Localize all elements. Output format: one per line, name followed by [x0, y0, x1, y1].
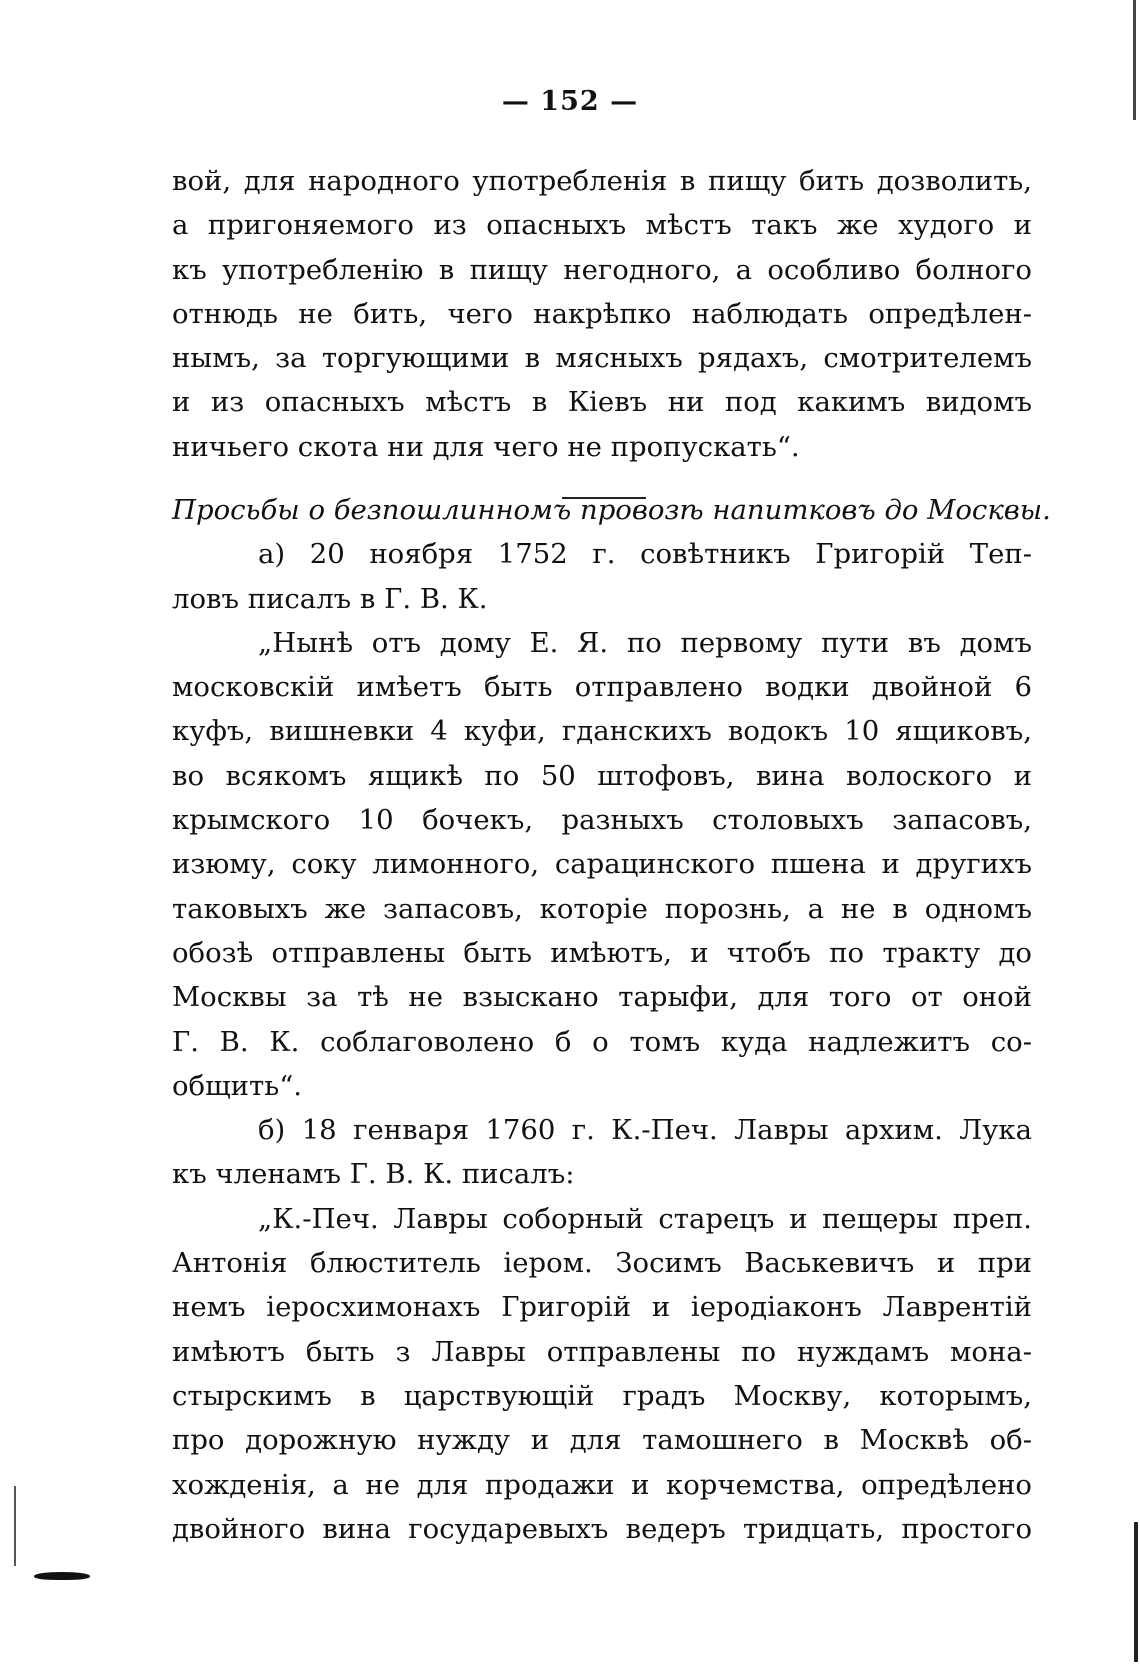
text-line: куфъ, вишневки 4 куфи, гданскихъ водокъ 10 ящиковъ,: [172, 715, 1032, 748]
text-line: стырскимъ в царствующій градъ Москву, которымъ,: [172, 1379, 1032, 1412]
text-line: къ членамъ Г. В. К. писалъ:: [172, 1158, 575, 1191]
page-number: — 152 —: [501, 86, 639, 117]
scan-edge-mark: [1134, 1522, 1138, 1662]
text-line: „Нынѣ отъ дому Е. Я. по первому пути въ домъ: [258, 626, 1032, 659]
text-line: „К.-Печ. Лавры соборный старецъ и пещеры преп.: [258, 1202, 1032, 1235]
text-line: изюму, соку лимонного, сарацинского пшена и другихъ: [172, 848, 1032, 881]
text-line: вой, для народного употребленія в пищу бить дозволить,: [172, 165, 1032, 197]
text-line: и из опасныхъ мѣстъ в Кіевъ ни под какимъ видомъ: [172, 386, 1032, 419]
text-line: имѣютъ быть з Лавры отправлены по нуждамъ мона-: [172, 1335, 1032, 1368]
text-line: обозѣ отправлены быть имѣютъ, и чтобъ по тракту до: [172, 936, 1032, 969]
text-line: отнюдь не бить, чего накрѣпко наблюдать опредѣлен-: [172, 297, 1032, 330]
text-line: московскій имѣетъ быть отправлено водки двойной 6: [172, 671, 1032, 704]
text-line: Г. В. К. соблаговолено б о томъ куда надлежитъ со-: [172, 1025, 1032, 1058]
text-line: двойного вина государевыхъ ведеръ тридцать, простого: [172, 1512, 1032, 1545]
text-line: къ употребленію в пищу негодного, а особливо болного: [172, 253, 1032, 286]
paragraph-top: [172, 159, 1032, 469]
text-line: про дорожную нужду и для тамошнего в Москвѣ об-: [172, 1424, 1032, 1457]
text-line: ловъ писалъ в Г. В. К.: [172, 582, 488, 615]
text-line: а пригоняемого из опасныхъ мѣстъ такъ же худого и: [172, 209, 1032, 242]
text-line: ничьего скота ни для чего не пропускать“.: [172, 430, 800, 463]
text-line: Антонія блюститель іером. Зосимъ Васькевичъ и при: [172, 1247, 1032, 1280]
text-line: общить“.: [172, 1069, 302, 1102]
section-body: [172, 488, 1051, 1551]
text-line: крымского 10 бочекъ, разныхъ столовыхъ запасовъ,: [172, 804, 1032, 837]
scan-edge-mark: [14, 1486, 16, 1566]
text-line: немъ іеросхимонахъ Григорій и іеродіаконъ Лаврентій: [172, 1291, 1032, 1324]
text-line: во всякомъ ящикѣ по 50 штофовъ, вина волоского и: [172, 759, 1032, 792]
text-line: б) 18 генваря 1760 г. К.-Печ. Лавры архим. Лука: [258, 1114, 1032, 1147]
section-heading: Просьбы о безпошлинномъ провозѣ напитковъ до Москвы.: [172, 494, 1051, 526]
text-line: хожденія, а не для продажи и корчемства, опредѣлено: [172, 1468, 1032, 1501]
text-line: а) 20 ноября 1752 г. совѣтникъ Григорій Теп-: [258, 538, 1032, 571]
text-line: нымъ, за торгующими в мясныхъ рядахъ, смотрителемъ: [172, 342, 1032, 375]
ink-blot: [34, 1572, 90, 1580]
text-line: Москвы за тѣ не взыскано тарыфи, для того от оной: [172, 981, 1032, 1014]
text-line: таковыхъ же запасовъ, которіе порознь, а не в одномъ: [172, 892, 1032, 925]
